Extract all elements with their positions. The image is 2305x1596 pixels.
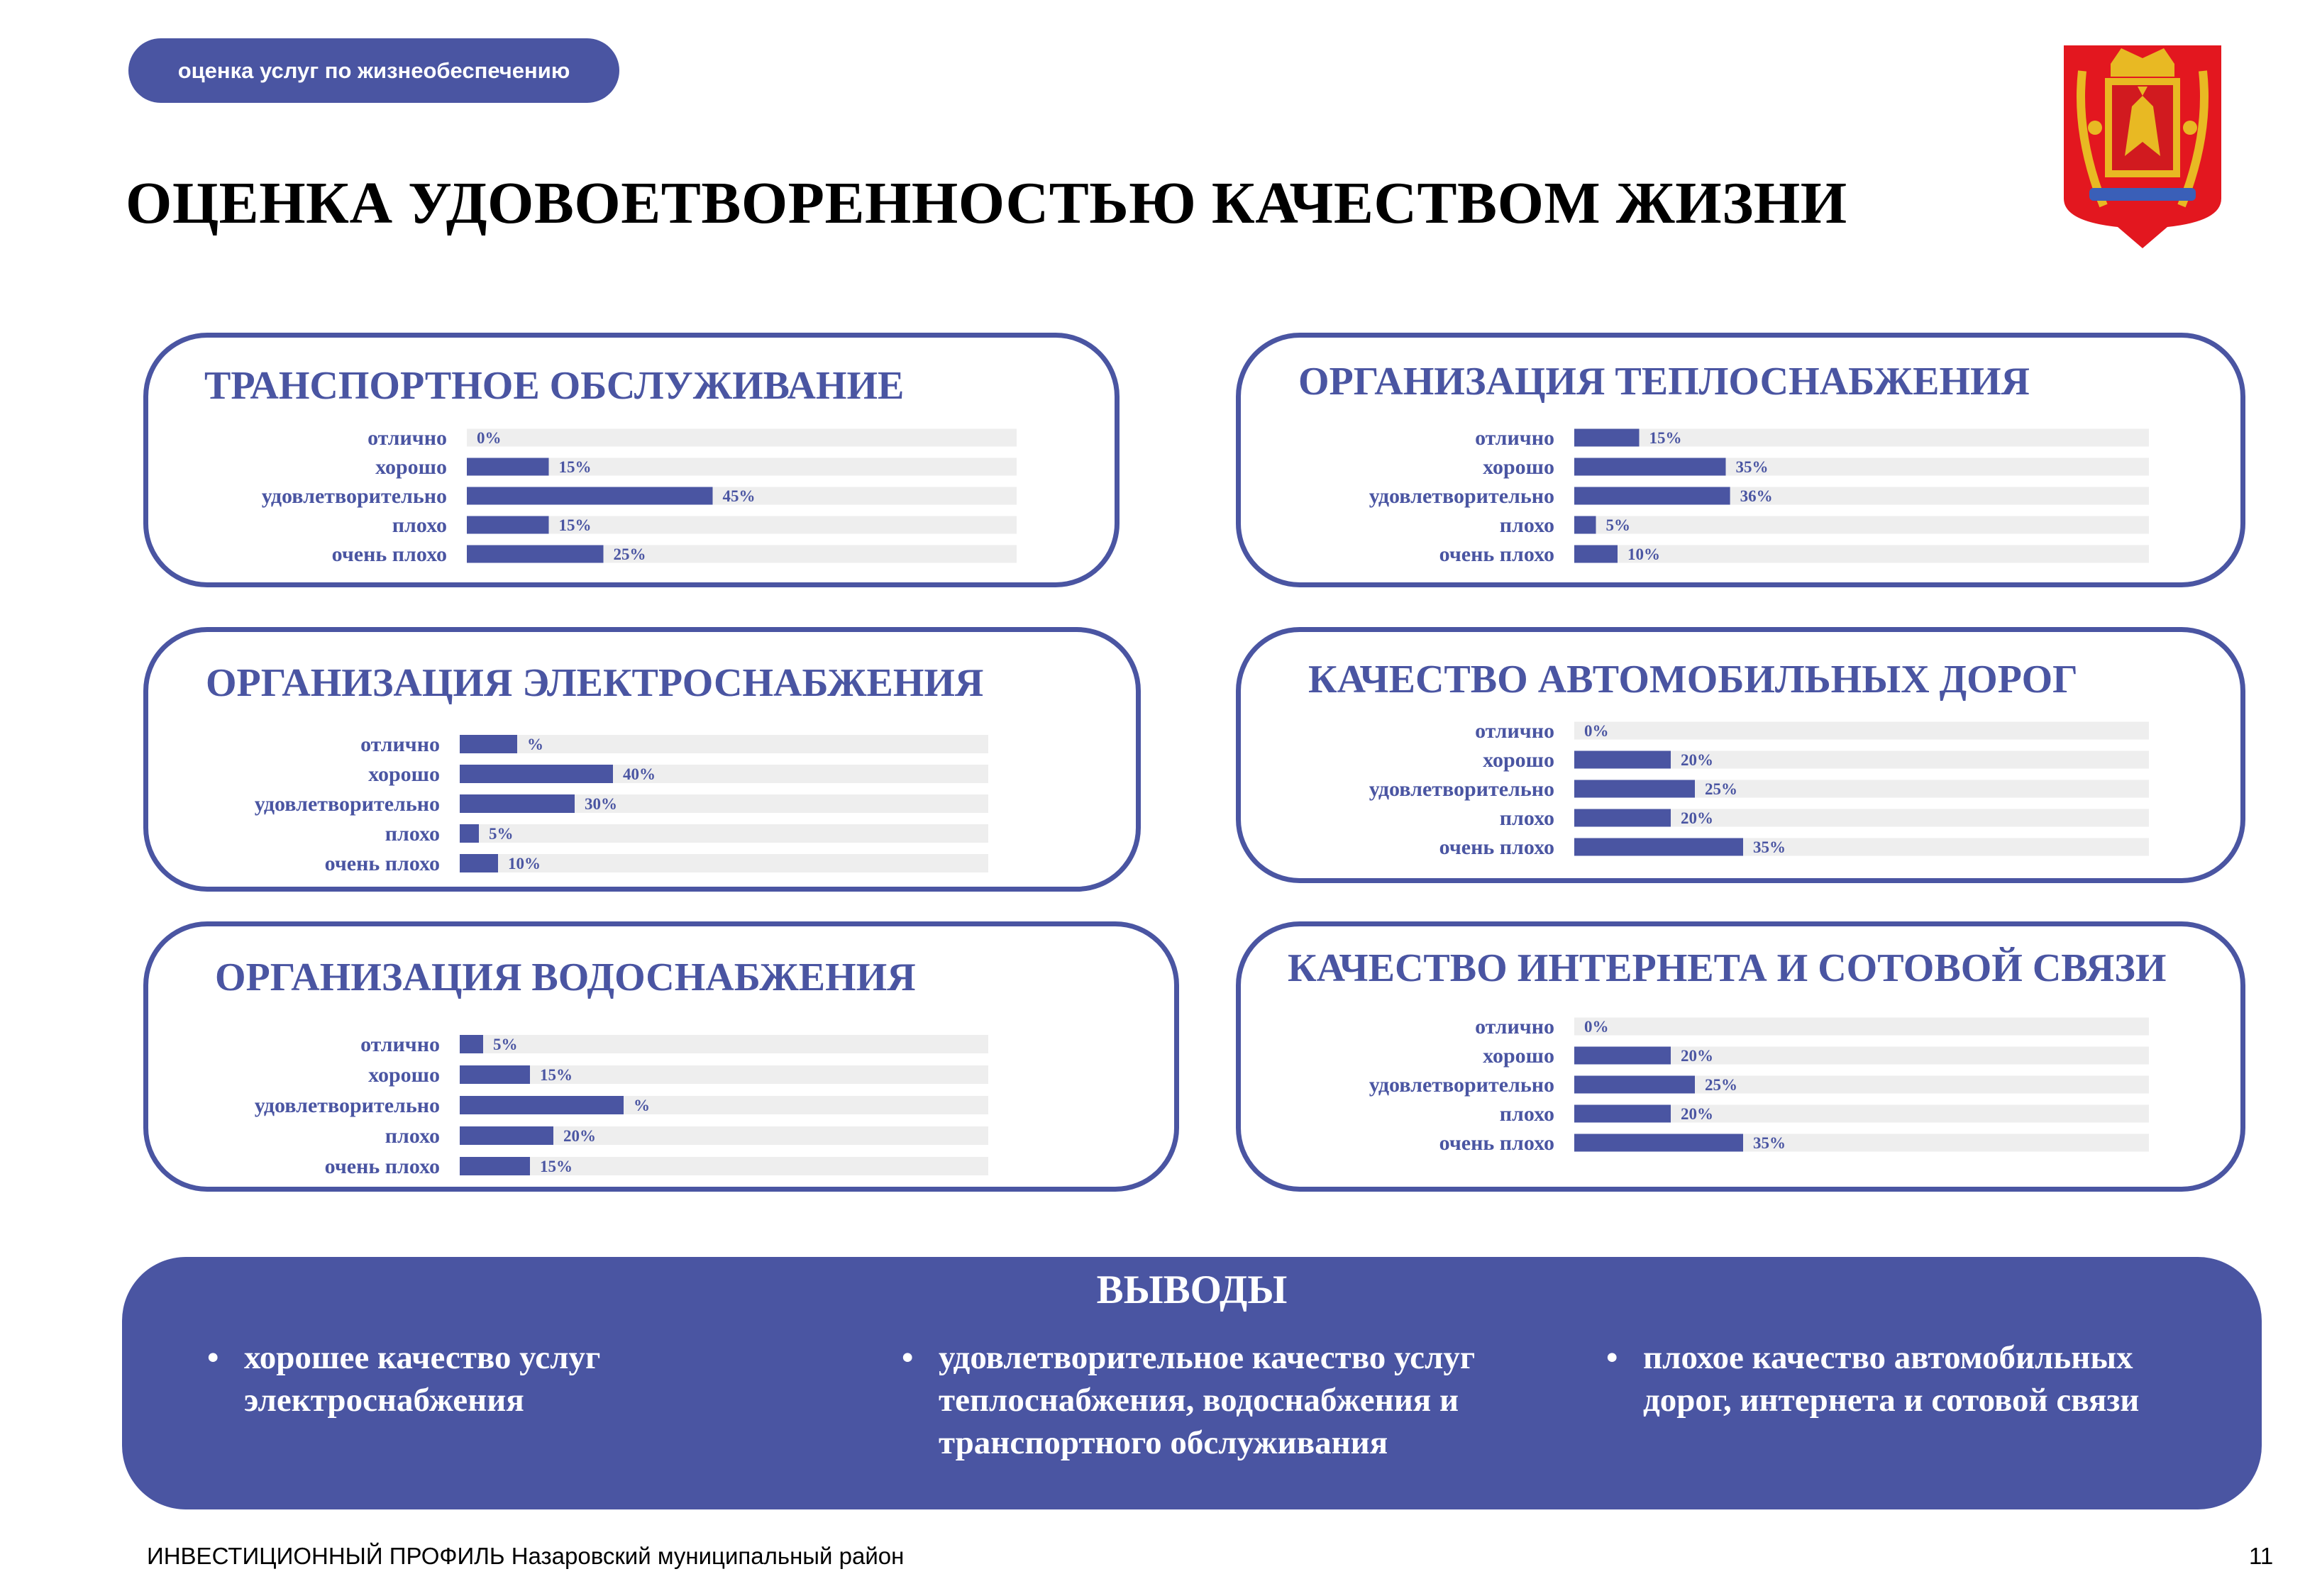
value-label: 35% [1753, 838, 1786, 856]
value-label: 25% [1705, 780, 1737, 798]
bar-track [460, 1065, 988, 1084]
value-label: 0% [1584, 722, 1609, 740]
bar [460, 824, 479, 843]
category-label: очень плохо [1439, 836, 1554, 859]
value-label: 5% [1605, 516, 1630, 534]
transport-card [143, 333, 1120, 587]
footer-caption: ИНВЕСТИЦИОННЫЙ ПРОФИЛЬ Назаровский муниципальный район [147, 1543, 905, 1569]
chart-title: ОРГАНИЗАЦИЯ ВОДОСНАБЖЕНИЯ [215, 955, 916, 999]
bar-track [1574, 545, 2149, 563]
page-title: ОЦЕНКА УДОВОЕТВОРЕННОСТЬЮ КАЧЕСТВОМ ЖИЗНИ [126, 170, 1847, 236]
value-label: 15% [1649, 429, 1682, 447]
category-label: очень плохо [324, 852, 440, 875]
conclusion-line: транспортного обслуживания [939, 1424, 1388, 1461]
electricity-chart [148, 632, 1136, 887]
bar [467, 487, 713, 505]
bar-track [1574, 516, 2149, 534]
category-label: очень плохо [1439, 1131, 1554, 1155]
conclusions-panel [122, 1257, 2262, 1509]
bar [1574, 1076, 1695, 1094]
conclusion-line: хорошее качество услуг [244, 1339, 601, 1376]
chart-title: КАЧЕСТВО ИНТЕРНЕТА И СОТОВОЙ СВЯЗИ [1288, 946, 2167, 990]
value-label: 15% [558, 458, 592, 476]
value-label: 10% [508, 855, 541, 872]
category-label: отлично [360, 1033, 440, 1056]
value-label: 15% [540, 1158, 573, 1175]
chart-title: ТРАНСПОРТНОЕ ОБСЛУЖИВАНИЕ [204, 364, 905, 408]
value-label: 45% [722, 487, 756, 505]
category-label: плохо [1499, 514, 1554, 537]
transport-chart [148, 338, 1115, 582]
coat-of-arms-icon [2061, 43, 2224, 248]
conclusion-line: удовлетворительное качество услуг [939, 1339, 1476, 1376]
chart-title: ОРГАНИЗАЦИЯ ЭЛЕКТРОСНАБЖЕНИЯ [206, 661, 984, 705]
bar-track [460, 824, 988, 843]
bar [460, 735, 517, 753]
category-label: отлично [360, 733, 440, 756]
bar [467, 545, 604, 563]
bar [1574, 429, 1640, 447]
category-label: плохо [385, 822, 440, 846]
bar [1574, 809, 1671, 827]
bar [1574, 487, 1730, 505]
bar-track [460, 1035, 988, 1053]
conclusion-line: электроснабжения [244, 1382, 524, 1419]
category-label: плохо [392, 514, 447, 537]
bullet-icon: • [207, 1339, 219, 1376]
bar [460, 794, 575, 813]
value-label: 20% [563, 1127, 596, 1145]
category-label: удовлетворительно [1369, 484, 1554, 508]
electricity-card [143, 627, 1141, 892]
bar-track [1574, 722, 2149, 740]
conclusion-line: плохое качество автомобильных [1643, 1339, 2133, 1376]
value-label: 15% [540, 1066, 573, 1084]
internet-card [1236, 921, 2245, 1192]
value-label: % [527, 736, 543, 753]
bar [467, 458, 549, 476]
category-label: отлично [1475, 426, 1554, 450]
value-label: % [634, 1097, 650, 1114]
bar-track [467, 429, 1017, 447]
bar [460, 1035, 483, 1053]
section-tag: оценка услуг по жизнеобеспечению [128, 38, 619, 103]
water-chart [148, 926, 1174, 1187]
conclusion-item [207, 1336, 601, 1422]
category-label: хорошо [368, 763, 440, 786]
category-label: удовлетворительно [1369, 1073, 1554, 1097]
category-label: удовлетворительно [261, 484, 447, 508]
bar [1574, 751, 1671, 769]
bar-track [467, 458, 1017, 476]
bar [460, 1126, 553, 1145]
roads-card [1236, 627, 2245, 883]
category-label: отлично [1475, 719, 1554, 743]
category-label: отлично [1475, 1015, 1554, 1038]
category-label: плохо [1499, 1102, 1554, 1126]
value-label: 0% [477, 429, 502, 447]
roads-chart [1241, 632, 2240, 878]
bullet-icon: • [1606, 1339, 1618, 1376]
value-label: 20% [1681, 1105, 1713, 1123]
bar [460, 1157, 530, 1175]
bar [460, 765, 613, 783]
category-label: очень плохо [1439, 543, 1554, 566]
chart-title: ОРГАНИЗАЦИЯ ТЕПЛОСНАБЖЕНИЯ [1298, 360, 2030, 404]
value-label: 5% [489, 825, 514, 843]
bar [467, 516, 549, 534]
value-label: 35% [1735, 458, 1769, 476]
category-label: хорошо [375, 455, 447, 479]
bar-track [460, 1157, 988, 1175]
value-label: 10% [1627, 545, 1660, 563]
category-label: отлично [367, 426, 447, 450]
bar [460, 854, 498, 872]
value-label: 20% [1681, 751, 1713, 769]
bar [1574, 838, 1743, 856]
heating-chart [1241, 338, 2240, 582]
category-label: хорошо [1483, 455, 1554, 479]
bar-track [467, 516, 1017, 534]
category-label: удовлетворительно [254, 1094, 440, 1117]
bar [460, 1065, 530, 1084]
conclusion-item [1606, 1336, 2140, 1422]
internet-chart [1241, 926, 2240, 1187]
value-label: 40% [623, 765, 656, 783]
bar-track [1574, 1018, 2149, 1036]
bar [460, 1096, 624, 1114]
bar [1574, 1134, 1743, 1152]
category-label: очень плохо [331, 543, 447, 566]
bar [1574, 1105, 1671, 1123]
value-label: 20% [1681, 809, 1713, 827]
category-label: хорошо [1483, 748, 1554, 772]
value-label: 30% [585, 795, 617, 813]
category-label: плохо [1499, 807, 1554, 830]
value-label: 35% [1753, 1134, 1786, 1152]
conclusion-line: дорог, интернета и сотовой связи [1643, 1382, 2140, 1419]
heating-card [1236, 333, 2245, 587]
bar [1574, 545, 1618, 563]
value-label: 25% [613, 545, 646, 563]
bar [1574, 780, 1695, 798]
bar [1574, 516, 1596, 534]
conclusion-line: теплоснабжения, водоснабжения и [939, 1382, 1459, 1419]
value-label: 15% [558, 516, 592, 534]
chart-title: КАЧЕСТВО АВТОМОБИЛЬНЫХ ДОРОГ [1308, 658, 2078, 702]
bullet-icon: • [902, 1339, 914, 1376]
category-label: очень плохо [324, 1155, 440, 1178]
category-label: плохо [385, 1124, 440, 1148]
bar [1574, 1047, 1671, 1065]
conclusion-item [902, 1336, 1476, 1464]
category-label: хорошо [368, 1063, 440, 1087]
category-label: удовлетворительно [254, 792, 440, 816]
conclusions-title: ВЫВОДЫ [1096, 1268, 1288, 1312]
category-label: удовлетворительно [1369, 777, 1554, 801]
value-label: 5% [493, 1036, 518, 1053]
value-label: 36% [1740, 487, 1773, 505]
bar [1574, 458, 1726, 476]
category-label: хорошо [1483, 1044, 1554, 1068]
value-label: 0% [1584, 1018, 1609, 1036]
value-label: 25% [1705, 1076, 1737, 1094]
value-label: 20% [1681, 1047, 1713, 1065]
water-card [143, 921, 1179, 1192]
page-number: 11 [2249, 1543, 2274, 1569]
